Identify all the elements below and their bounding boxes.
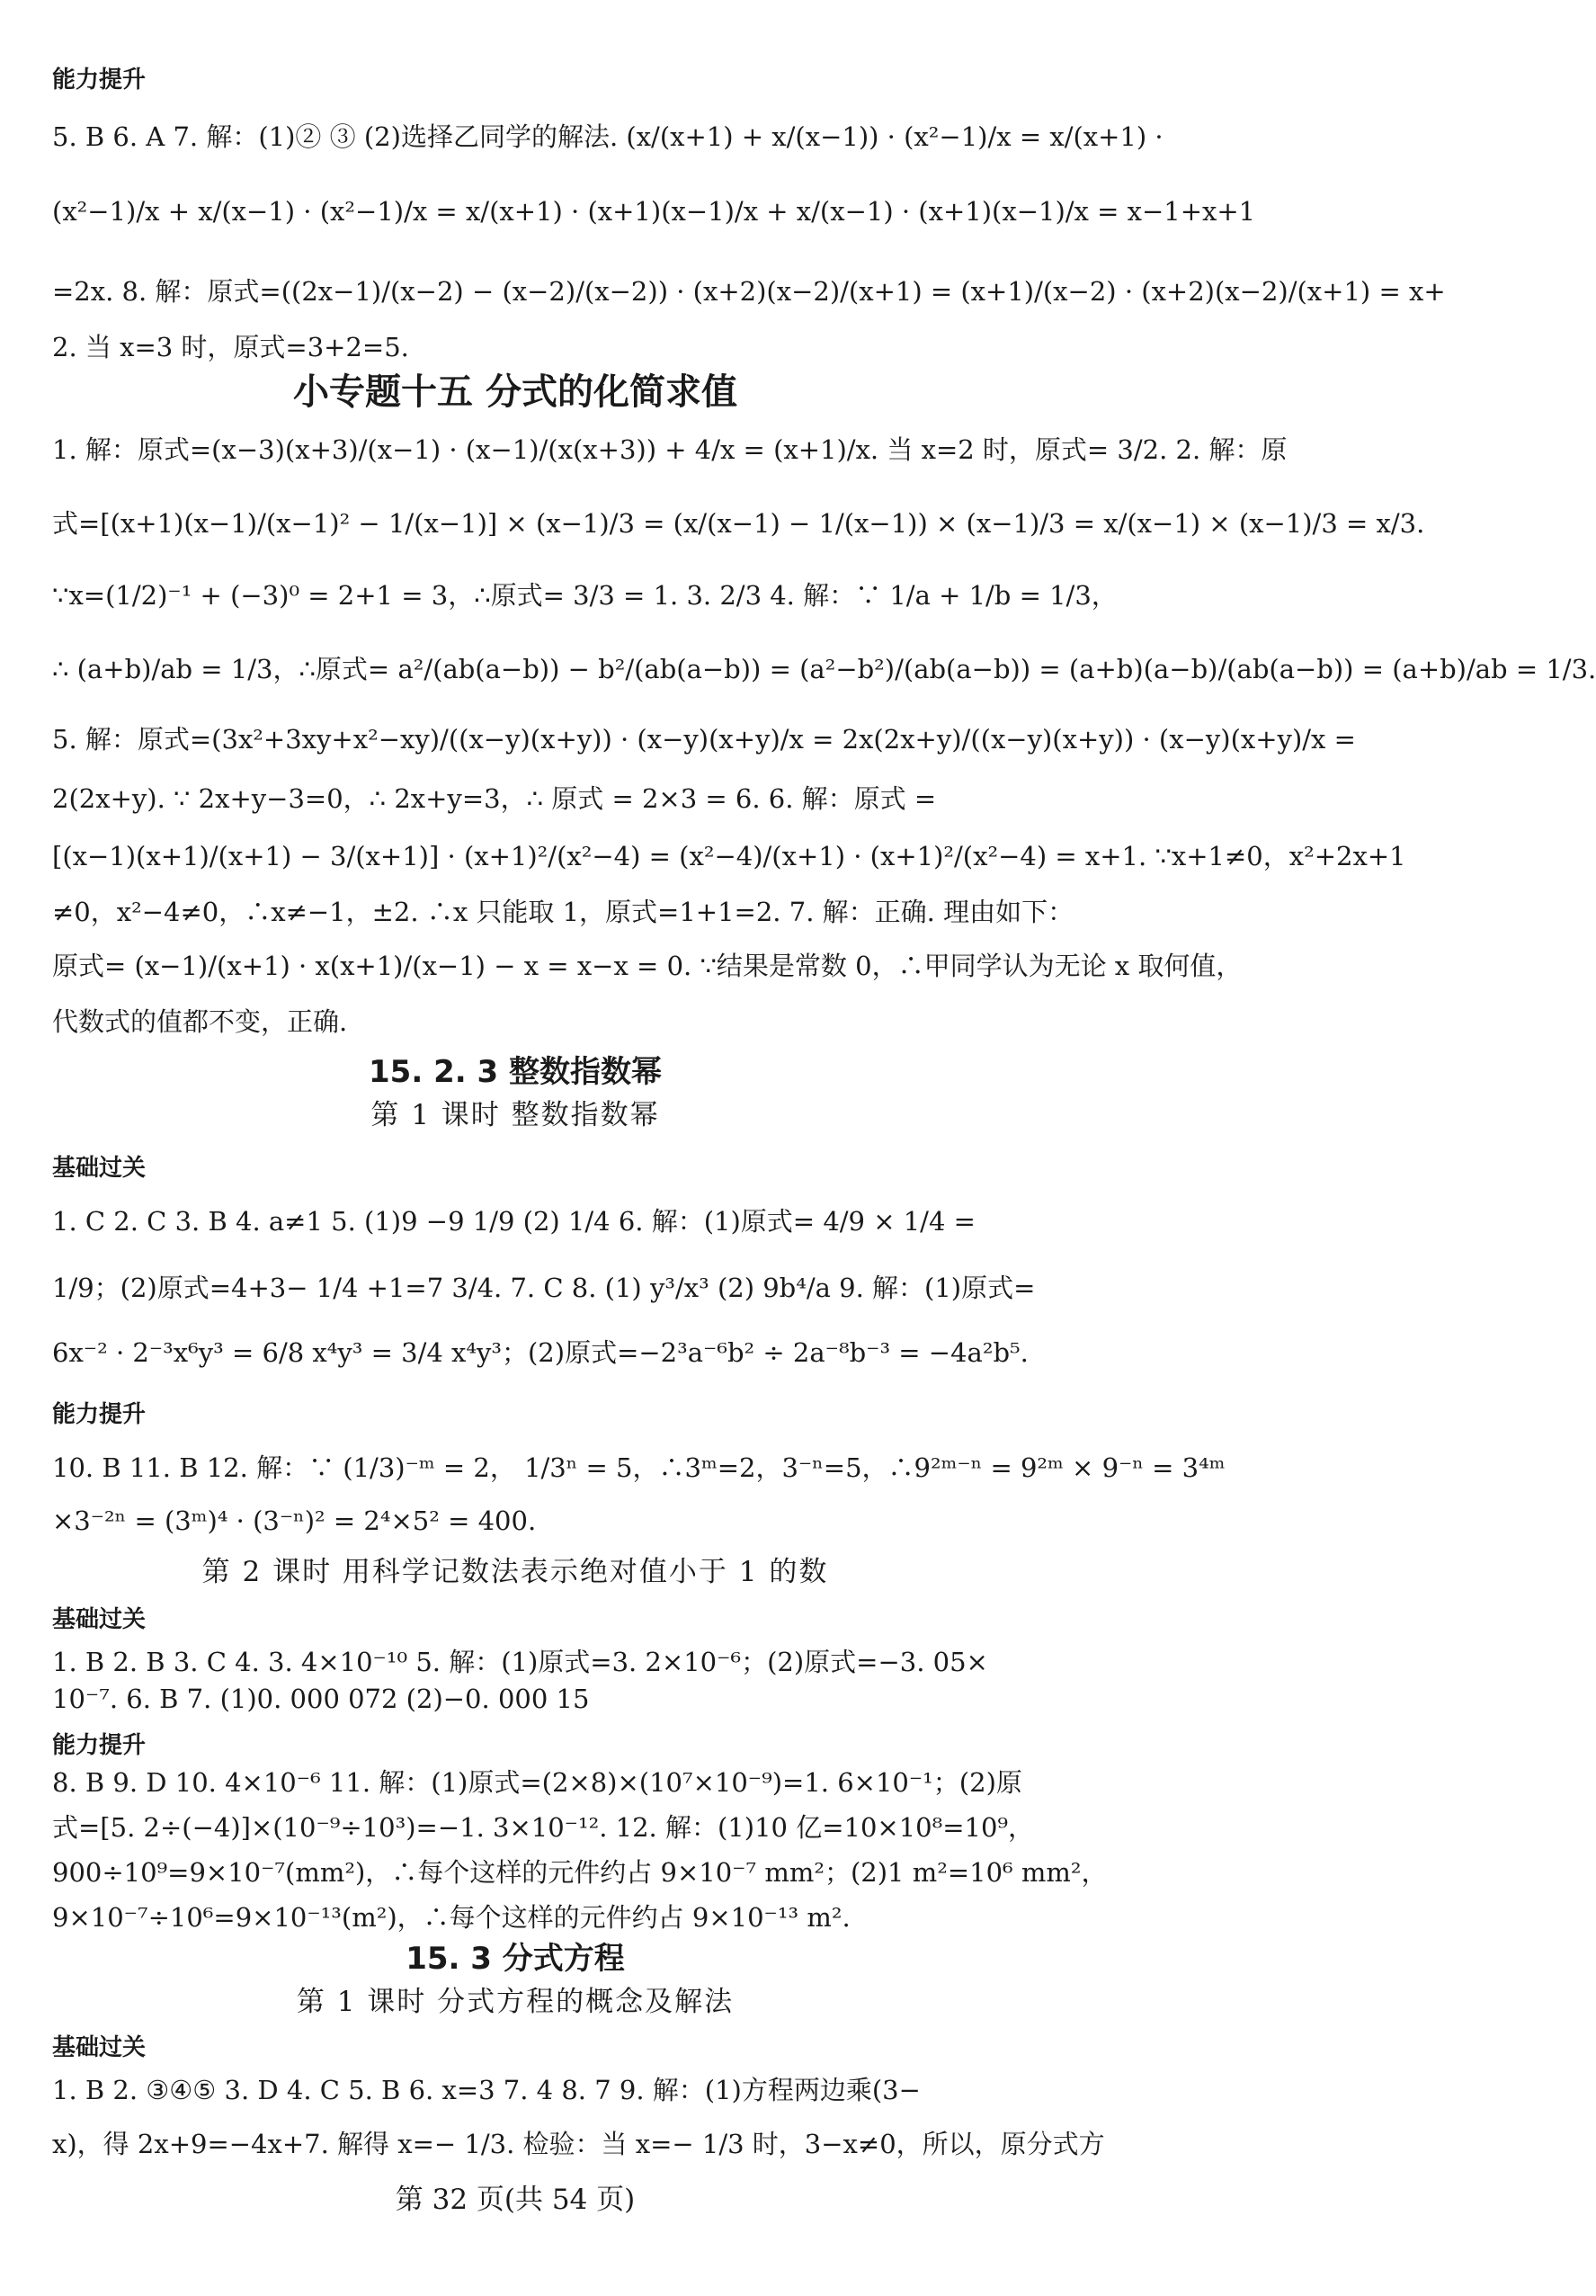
answer-line: 10⁻⁷. 6. B 7. (1)0. 000 072 (2)−0. 000 15 — [52, 1684, 590, 1714]
answer-line: 1. 解：原式=(x−3)(x+3)/(x−1) · (x−1)/(x(x+3)) + 4/x = (x+1)/x. 当 x=2 时，原式= 3/2. 2. 解：原 — [52, 434, 1288, 465]
section-heading-basic: 基础过关 — [52, 1606, 147, 1633]
answer-line: 代数式的值都不变，正确. — [52, 1006, 348, 1037]
answer-line: 9×10⁻⁷÷10⁶=9×10⁻¹³(m²)，∴每个这样的元件约占 9×10⁻¹³ m². — [52, 1902, 851, 1933]
lesson-title: 第 2 课时 用科学记数法表示绝对值小于 1 的数 — [201, 1556, 829, 1588]
answer-line: 1/9；(2)原式=4+3− 1/4 +1=7 3/4. 7. C 8. (1) y³/x³ (2) 9b⁴/a 9. 解：(1)原式= — [52, 1273, 1036, 1303]
answer-line: =2x. 8. 解：原式=((2x−1)/(x−2) − (x−2)/(x−2)) · (x+2)(x−2)/(x+1) = (x+1)/(x−2) · (x+2)(x−2)/(x+1) = x+ — [52, 276, 1446, 307]
answer-line: x)，得 2x+9=−4x+7. 解得 x=− 1/3. 检验：当 x=− 1/3 时，3−x≠0，所以，原分式方 — [52, 2129, 1105, 2159]
answer-line: 900÷10⁹=9×10⁻⁷(mm²)，∴每个这样的元件约占 9×10⁻⁷ mm²；(2)1 m²=10⁶ mm²， — [52, 1857, 1108, 1888]
page-number: 第 32 页(共 54 页) — [395, 2184, 636, 2216]
answer-line: ∵x=(1/2)⁻¹ + (−3)⁰ = 2+1 = 3，∴原式= 3/3 = 1. 3. 2/3 4. 解：∵ 1/a + 1/b = 1/3， — [52, 580, 1118, 611]
answer-line: 8. B 9. D 10. 4×10⁻⁶ 11. 解：(1)原式=(2×8)×(10⁷×10⁻⁹)=1. 6×10⁻¹；(2)原 — [52, 1767, 1022, 1798]
answer-line: 5. 解：原式=(3x²+3xy+x²−xy)/((x−y)(x+y)) · (x−y)(x+y)/x = 2x(2x+y)/((x−y)(x+y)) · (x−y)(x+y)/x = — [52, 724, 1356, 755]
section-heading-basic: 基础过关 — [52, 1155, 147, 1182]
lesson-title: 第 1 课时 整数指数幂 — [370, 1099, 660, 1131]
answer-line: 式=[5. 2÷(−4)]×(10⁻⁹÷10³)=−1. 3×10⁻¹². 12. 解：(1)10 亿=10×10⁸=10⁹， — [52, 1812, 1035, 1843]
answer-line: 式=[(x+1)(x−1)/(x−1)² − 1/(x−1)] × (x−1)/3 = (x/(x−1) − 1/(x−1)) × (x−1)/3 = x/(x−1) × (x−1)/3 = x/3. — [52, 508, 1425, 539]
answer-line: ∴ (a+b)/ab = 1/3，∴原式= a²/(ab(a−b)) − b²/(ab(a−b)) = (a²−b²)/(ab(a−b)) = (a+b)(a−b)/(ab(a−b)) = (a+b)/ab = 1/3. — [52, 654, 1596, 684]
answer-line: [(x−1)(x+1)/(x+1) − 3/(x+1)] · (x+1)²/(x²−4) = (x²−4)/(x+1) · (x+1)²/(x²−4) = x+1. ∵x+1≠0，x²+2x+1 — [52, 841, 1406, 871]
section-heading-basic: 基础过关 — [52, 2034, 147, 2061]
lesson-title: 第 1 课时 分式方程的概念及解法 — [296, 1986, 735, 2018]
section-title: 15. 3 分式方程 — [406, 1941, 625, 1977]
section-title: 15. 2. 3 整数指数幂 — [369, 1054, 662, 1090]
answer-line: 2(2x+y). ∵ 2x+y−3=0，∴ 2x+y=3，∴ 原式 = 2×3 = 6. 6. 解：原式 = — [52, 783, 937, 814]
answer-line: 1. B 2. ③④⑤ 3. D 4. C 5. B 6. x=3 7. 4 8. 7 9. 解：(1)方程两边乘(3− — [52, 2075, 921, 2105]
answer-line: (x²−1)/x + x/(x−1) · (x²−1)/x = x/(x+1) · (x+1)(x−1)/x + x/(x−1) · (x+1)(x−1)/x = x−1+x+1 — [52, 196, 1256, 227]
answer-line: 6x⁻² · 2⁻³x⁶y³ = 6/8 x⁴y³ = 3/4 x⁴y³；(2)原式=−2³a⁻⁶b² ÷ 2a⁻⁸b⁻³ = −4a²b⁵. — [52, 1337, 1029, 1368]
section-heading-ability: 能力提升 — [52, 1732, 147, 1759]
section-heading-ability: 能力提升 — [52, 67, 147, 94]
answer-line: 1. B 2. B 3. C 4. 3. 4×10⁻¹⁰ 5. 解：(1)原式=3. 2×10⁻⁶；(2)原式=−3. 05× — [52, 1647, 988, 1677]
answer-line: ≠0，x²−4≠0，∴x≠−1，±2. ∴x 只能取 1，原式=1+1=2. 7. 解：正确. 理由如下： — [52, 897, 1074, 927]
answer-line: 1. C 2. C 3. B 4. a≠1 5. (1)9 −9 1/9 (2) 1/4 6. 解：(1)原式= 4/9 × 1/4 = — [52, 1206, 976, 1237]
answer-line: ×3⁻²ⁿ = (3ᵐ)⁴ · (3⁻ⁿ)² = 2⁴×5² = 400. — [52, 1505, 537, 1536]
answer-line: 原式= (x−1)/(x+1) · x(x+1)/(x−1) − x = x−x = 0. ∵结果是常数 0，∴甲同学认为无论 x 取何值， — [52, 951, 1243, 981]
section-heading-ability: 能力提升 — [52, 1401, 147, 1428]
answer-line: 5. B 6. A 7. 解：(1)② ③ (2)选择乙同学的解法. (x/(x+1) + x/(x−1)) · (x²−1)/x = x/(x+1) · — [52, 121, 1164, 152]
answer-line: 10. B 11. B 12. 解：∵ (1/3)⁻ᵐ = 2， 1/3ⁿ = 5，∴3ᵐ=2，3⁻ⁿ=5，∴9²ᵐ⁻ⁿ = 9²ᵐ × 9⁻ⁿ = 3⁴ᵐ — [52, 1452, 1226, 1483]
topic-title: 小专题十五 分式的化简求值 — [293, 371, 737, 413]
answer-line: 2. 当 x=3 时，原式=3+2=5. — [52, 332, 409, 362]
